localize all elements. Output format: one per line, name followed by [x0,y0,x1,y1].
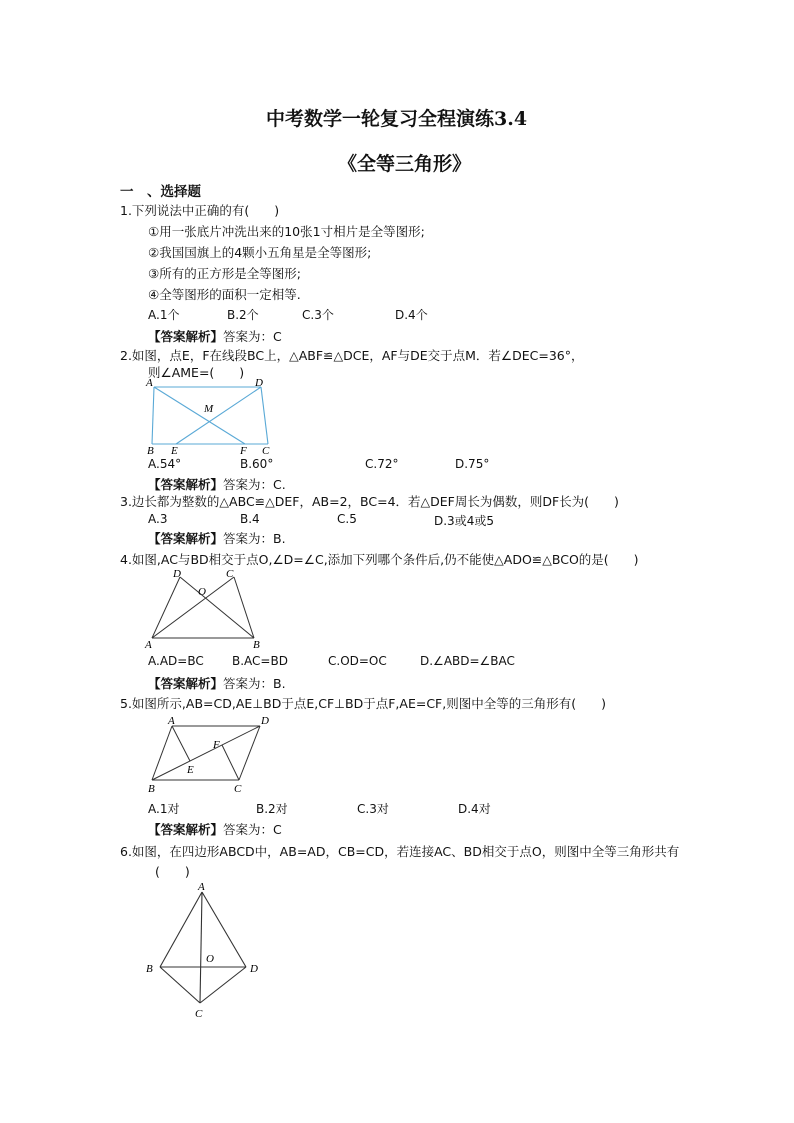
label-a: A [145,639,152,650]
label-c: C [226,568,234,580]
answer-line [148,475,286,493]
option-c: C.72° [365,457,399,471]
question-1-item: ②我国国旗上的4颗小五角星是全等图形; [148,245,372,260]
question-2-stem: 2.如图，点E，F在线段BC上，△ABF≌△DCE，AF与DE交于点M．若∠DEC=36°， [120,348,584,363]
option-b: B.AC=BD [232,654,288,668]
option-c: C.3对 [357,802,389,816]
answer-text: 答案为：C [223,329,282,344]
option-d: D.3或4或5 [434,514,494,528]
label-c: C [262,445,270,456]
question-1-stem: 1.下列说法中正确的有( ) [120,203,280,218]
label-b: B [148,783,155,795]
answer-line [148,529,286,547]
option-d: D.4对 [458,802,491,816]
answer-line [148,820,282,838]
section-heading: 一 、选择题 [120,184,201,200]
option-c: C.3个 [302,308,334,322]
question-4-figure [142,566,272,650]
option-c: C.5 [337,512,357,526]
question-1-item: ④全等图形的面积一定相等. [148,287,301,302]
label-e: E [187,764,194,776]
answer-label: 【答案解析】 [148,676,224,691]
option-a: A.54° [148,457,182,471]
option-b: B.2对 [256,802,288,816]
option-c: C.OD=OC [328,654,387,668]
question-2-stem-cont: 则∠AME=( ) [148,365,245,380]
label-e: E [171,445,178,456]
option-d: D.75° [455,457,490,471]
answer-label: 【答案解析】 [148,531,224,546]
question-6-stem-cont: ( ) [155,864,190,879]
page-title: 中考数学一轮复习全程演练3.4 [266,108,528,130]
option-b: B.2个 [227,308,259,322]
option-a: A.1个 [148,308,180,322]
option-a: A.3 [148,512,168,526]
answer-line [148,674,286,692]
label-a: A [168,715,175,727]
label-c: C [234,783,242,795]
answer-label: 【答案解析】 [148,822,224,837]
answer-text: 答案为：C [223,822,282,837]
label-d: D [255,377,263,389]
answer-label: 【答案解析】 [148,477,224,492]
question-6-figure [142,880,272,1022]
question-1-item: ①用一张底片冲洗出来的10张1寸相片是全等图形; [148,224,425,239]
question-1-item: ③所有的正方形是全等图形; [148,266,301,281]
label-f: F [213,739,220,751]
option-d: D.∠ABD=∠BAC [420,654,515,668]
label-b: B [146,963,153,975]
question-4-stem: 4.如图,AC与BD相交于点O,∠D=∠C,添加下列哪个条件后,仍不能使△ADO≌△BCO的是( ) [120,552,639,567]
page-subtitle: 《全等三角形》 [338,153,472,175]
label-b: B [253,639,260,650]
label-c: C [195,1008,203,1020]
option-a: A.1对 [148,802,180,816]
question-5-stem: 5.如图所示,AB=CD,AE⊥BD于点E,CF⊥BD于点F,AE=CF,则图中全等的三角形有( ) [120,696,606,711]
label-d: D [261,715,269,727]
option-a: A.AD=BC [148,654,204,668]
answer-text: 答案为：C. [223,477,286,492]
option-b: B.4 [240,512,260,526]
label-m: M [204,403,214,415]
label-a: A [198,881,205,893]
label-o: O [198,586,206,598]
label-a: A [146,377,153,389]
label-d: D [250,963,258,975]
answer-line [148,327,282,345]
question-5-figure [142,712,272,796]
label-b: B [147,445,154,456]
label-d: D [173,568,181,580]
question-2-figure [140,376,280,456]
answer-label: 【答案解析】 [148,329,224,344]
answer-text: 答案为：B. [223,531,286,546]
answer-text: 答案为：B. [223,676,286,691]
option-b: B.60° [240,457,274,471]
question-6-stem: 6.如图，在四边形ABCD中，AB=AD，CB=CD，若连接AC、BD相交于点O，则图中全等三角形共有 [120,844,680,859]
option-d: D.4个 [395,308,428,322]
label-o: O [206,953,214,965]
label-f: F [240,445,247,456]
question-3-stem: 3.边长都为整数的△ABC≌△DEF，AB=2，BC=4．若△DEF周长为偶数，则DF长为( ) [120,494,619,509]
